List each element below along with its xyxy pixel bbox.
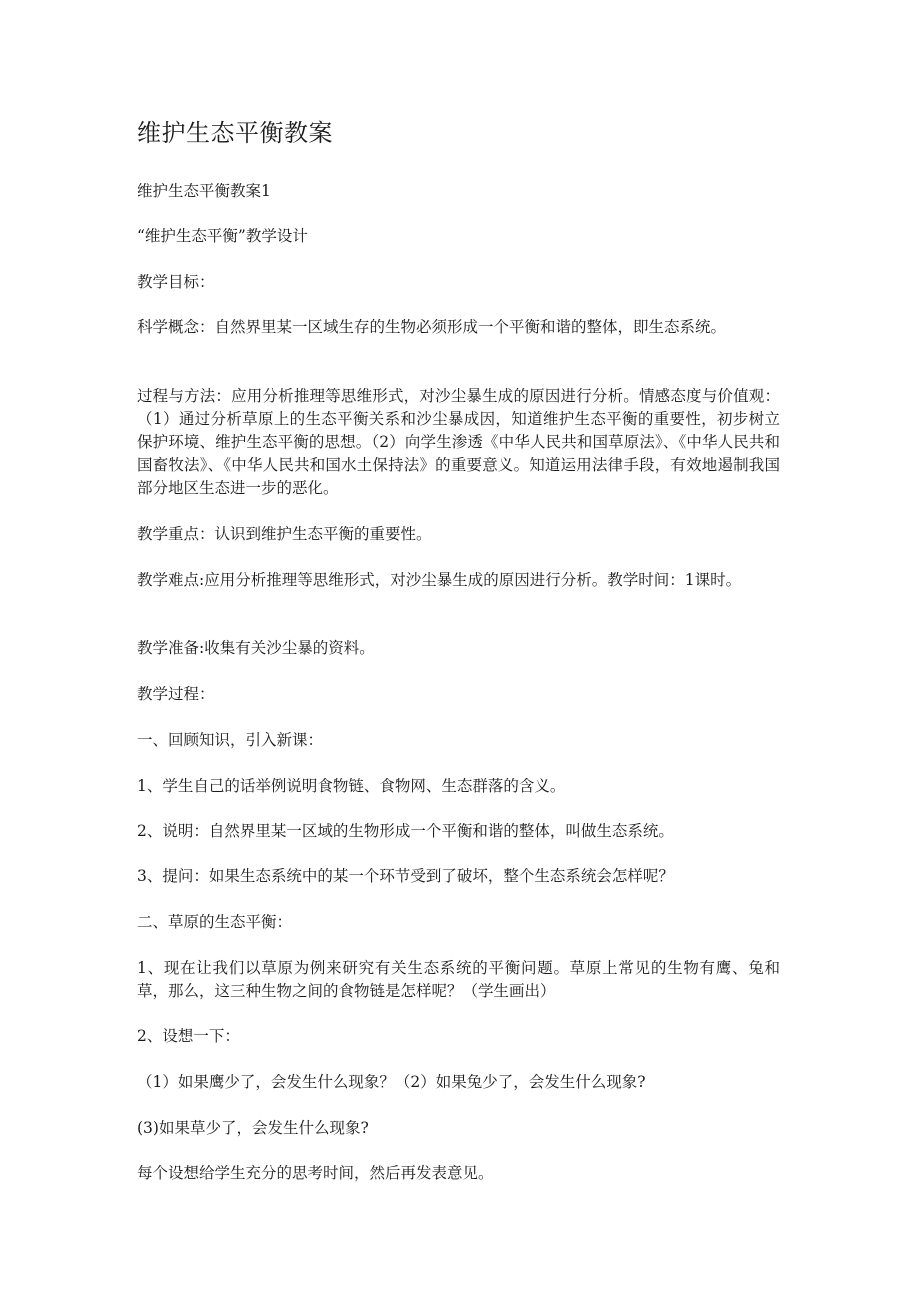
paragraph: （1）如果鹰少了，会发生什么现象？（2）如果兔少了，会发生什么现象? [137, 1073, 646, 1091]
paragraph: 一、回顾知识，引入新课： [137, 731, 324, 749]
paragraph: 教学重点：认识到维护生态平衡的重要性。 [137, 525, 432, 543]
paragraph: 教学难点:应用分析推理等思维形式，对沙尘暴生成的原因进行分析。教学时间：1课时。 [137, 571, 742, 589]
paragraph: 教学准备:收集有关沙尘暴的资料。 [137, 639, 375, 657]
paragraph: (3)如果草少了，会发生什么现象? [137, 1119, 369, 1137]
paragraph: 科学概念：自然界里某一区域生存的生物必须形成一个平衡和谐的整体，即生态系统。 [137, 318, 727, 336]
subheading: “维护生态平衡”教学设计 [137, 227, 308, 245]
paragraph: 2、说明：自然界里某一区域的生物形成一个平衡和谐的整体，叫做生态系统。 [137, 822, 674, 840]
paragraph: 每个设想给学生充分的思考时间，然后再发表意见。 [137, 1164, 494, 1182]
paragraph: 1、学生自己的话举例说明食物链、食物网、生态群落的含义。 [137, 777, 566, 795]
paragraph: 3、提问：如果生态系统中的某一个环节受到了破坏，整个生态系统会怎样呢？ [137, 867, 674, 885]
paragraph: 二、草原的生态平衡： [137, 913, 293, 931]
paragraph: 教学过程： [137, 685, 215, 703]
document-title: 维护生态平衡教案 [137, 119, 333, 147]
section-heading: 维护生态平衡教案1 [137, 182, 271, 200]
paragraph: 2、设想一下： [137, 1027, 240, 1045]
paragraph: 过程与方法：应用分析推理等思维形式，对沙尘暴生成的原因进行分析。情感态度与价值观：（1）通过分析草原上的生态平衡关系和沙尘暴成因，知道维护生态平衡的重要性，初步树立保护环境、维护生态平衡的思想。（2）向学生渗透《中华人民共和国草原法》、《中华人民共和国畜牧法》、《中华人民共和国水土保持法》的重要意义。知道运用法律手段，有效地遏制我国部分地区生态进一步的恶化。 [137, 387, 780, 497]
paragraph: 1、现在让我们以草原为例来研究有关生态系统的平衡问题。草原上常见的生物有鹰、兔和草，那么，这三种生物之间的食物链是怎样呢？（学生画出） [137, 959, 780, 1000]
paragraph: 教学目标： [137, 273, 215, 291]
